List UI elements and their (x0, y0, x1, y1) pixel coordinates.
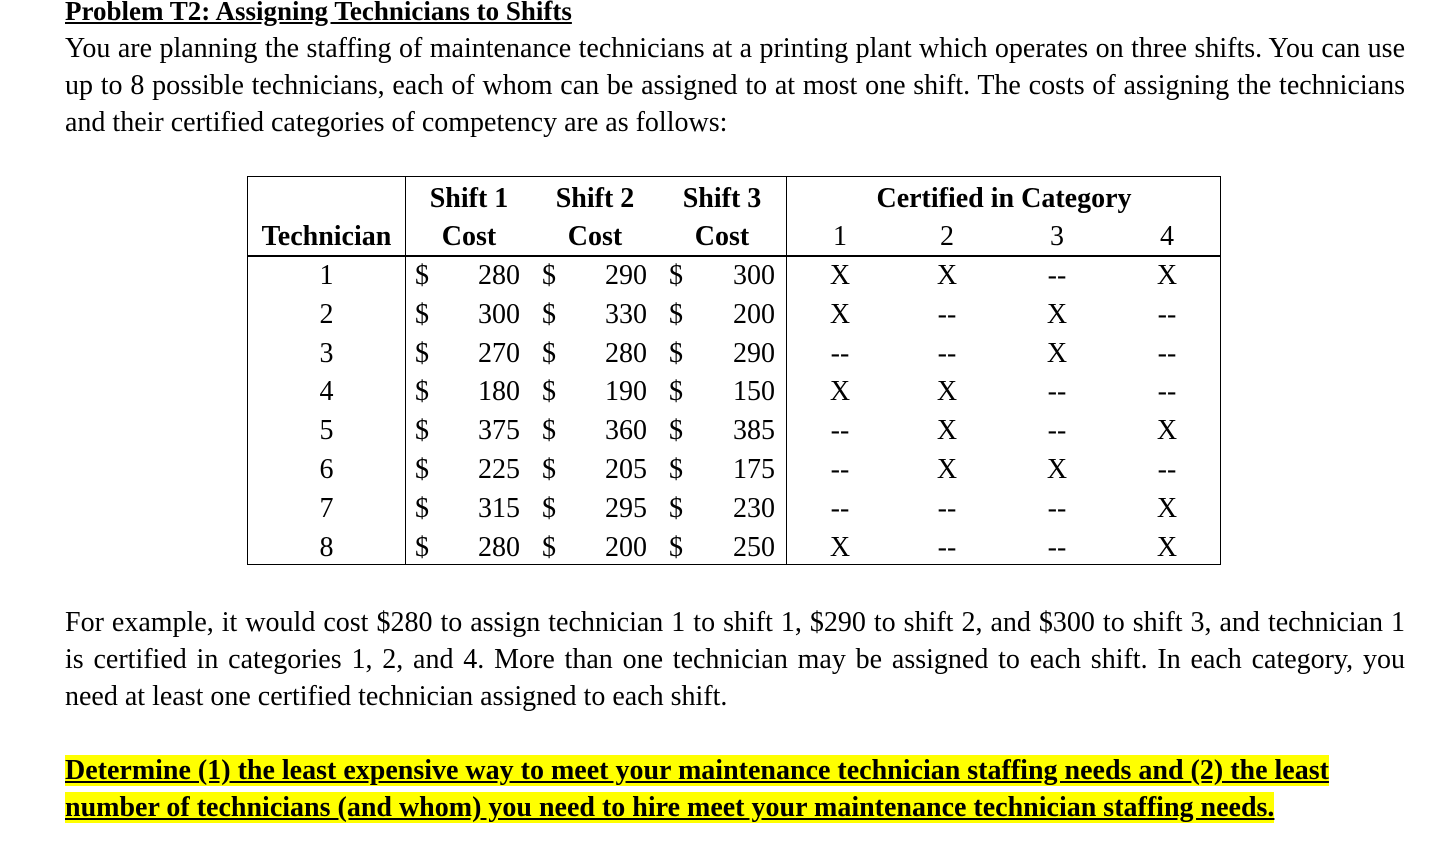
technician-number: 3 (319, 337, 334, 369)
shift3-cost: 150 (733, 376, 775, 408)
technician-cost-table (247, 176, 1221, 565)
category-4-mark: -- (1157, 337, 1177, 369)
dollar-sign: $ (669, 415, 683, 447)
dollar-sign: $ (415, 298, 429, 330)
dollar-sign: $ (415, 376, 429, 408)
shift3-cost: 175 (733, 454, 775, 485)
technician-number: 5 (319, 415, 334, 447)
header-category-1: 1 (833, 221, 847, 252)
category-4-mark: -- (1157, 376, 1177, 408)
category-2-mark: X (936, 260, 958, 291)
category-3-mark: -- (1047, 415, 1067, 447)
shift1-cost: 280 (478, 531, 520, 563)
category-2-mark: -- (937, 492, 957, 524)
shift3-cost: 200 (733, 298, 775, 330)
header-cost-shift2: Cost (567, 221, 623, 252)
example-paragraph: For example, it would cost $280 to assign technician 1 to shift 1, $290 to shift 2, and $300 to shift 3, and technician 1 is certified in categories 1, 2, and 4. More than one technician may be assigned to each shift. In each category, you need at least one certified technician assigned to each shift. (65, 607, 1405, 712)
shift1-cost: 300 (478, 298, 520, 330)
technician-number: 4 (319, 376, 334, 408)
header-cost-shift3: Cost (694, 221, 750, 252)
dollar-sign: $ (542, 337, 556, 369)
dollar-sign: $ (669, 454, 683, 485)
category-4-mark: X (1156, 415, 1178, 447)
technician-number: 2 (319, 298, 334, 330)
shift3-cost: 250 (733, 531, 775, 563)
task-statement (65, 752, 1385, 826)
technician-number: 6 (319, 454, 334, 485)
dollar-sign: $ (669, 376, 683, 408)
dollar-sign: $ (542, 531, 556, 563)
technician-number: 8 (319, 531, 334, 563)
category-3-mark: -- (1047, 531, 1067, 563)
category-1-mark: -- (830, 415, 850, 447)
shift3-cost: 290 (733, 337, 775, 369)
category-4-mark: -- (1157, 298, 1177, 330)
shift1-cost: 225 (478, 454, 520, 485)
category-3-mark: X (1046, 337, 1068, 369)
category-3-mark: -- (1047, 492, 1067, 524)
category-2-mark: -- (937, 531, 957, 563)
technician-number: 7 (319, 492, 334, 524)
category-2-mark: X (936, 454, 958, 485)
header-cost-shift1: Cost (441, 221, 497, 252)
dollar-sign: $ (542, 298, 556, 330)
shift2-cost: 330 (605, 298, 647, 330)
header-category-3: 3 (1050, 221, 1064, 252)
shift3-cost: 385 (733, 415, 775, 447)
dollar-sign: $ (669, 298, 683, 330)
shift2-cost: 360 (605, 415, 647, 447)
shift2-cost: 190 (605, 376, 647, 408)
intro-paragraph: You are planning the staffing of maintenance technicians at a printing plant which operates on three shifts. You can use up to 8 possible technicians, each of whom can be assigned to at most one shift. The costs of assigning the technicians and their certified categories of competency are as follows: (65, 33, 1405, 138)
shift3-cost: 300 (733, 260, 775, 291)
header-category-4: 4 (1160, 221, 1174, 252)
shift1-cost: 315 (478, 492, 520, 524)
shift1-cost: 180 (478, 376, 520, 408)
category-2-mark: X (936, 376, 958, 408)
shift1-cost: 375 (478, 415, 520, 447)
shift2-cost: 200 (605, 531, 647, 563)
dollar-sign: $ (669, 260, 683, 291)
category-1-mark: -- (830, 454, 850, 485)
category-4-mark: X (1156, 531, 1178, 563)
category-2-mark: -- (937, 298, 957, 330)
problem-title: Problem T2: Assigning Technicians to Shifts (65, 0, 572, 26)
category-2-mark: X (936, 415, 958, 447)
dollar-sign: $ (415, 454, 429, 485)
dollar-sign: $ (542, 454, 556, 485)
technician-number: 1 (319, 260, 334, 291)
dollar-sign: $ (669, 492, 683, 524)
header-shift2: Shift 2 (555, 183, 635, 214)
category-1-mark: -- (830, 492, 850, 524)
dollar-sign: $ (669, 531, 683, 563)
shift3-cost: 230 (733, 492, 775, 524)
shift2-cost: 290 (605, 260, 647, 291)
category-1-mark: X (829, 376, 851, 408)
dollar-sign: $ (415, 337, 429, 369)
category-4-mark: X (1156, 260, 1178, 291)
shift2-cost: 295 (605, 492, 647, 524)
category-4-mark: -- (1157, 454, 1177, 485)
category-3-mark: X (1046, 454, 1068, 485)
dollar-sign: $ (415, 260, 429, 291)
shift2-cost: 280 (605, 337, 647, 369)
task-highlight: Determine (1) the least expensive way to meet your maintenance technician staffing needs and (2) the least number of technicians (and whom) you need to hire meet your maintenance technician staffing needs. (65, 755, 1329, 823)
category-1-mark: X (829, 298, 851, 330)
shift1-cost: 270 (478, 337, 520, 369)
dollar-sign: $ (542, 492, 556, 524)
category-1-mark: X (829, 260, 851, 291)
header-category-2: 2 (940, 221, 954, 252)
dollar-sign: $ (415, 531, 429, 563)
header-shift3: Shift 3 (682, 183, 762, 214)
shift2-cost: 205 (605, 454, 647, 485)
dollar-sign: $ (415, 415, 429, 447)
category-1-mark: X (829, 531, 851, 563)
dollar-sign: $ (542, 415, 556, 447)
header-technician: Technician (261, 221, 392, 252)
header-certified: Certified in Category (876, 183, 1132, 214)
category-3-mark: -- (1047, 376, 1067, 408)
header-shift1: Shift 1 (429, 183, 509, 214)
category-4-mark: X (1156, 492, 1178, 524)
category-2-mark: -- (937, 337, 957, 369)
shift1-cost: 280 (478, 260, 520, 291)
dollar-sign: $ (669, 337, 683, 369)
category-3-mark: -- (1047, 260, 1067, 291)
category-1-mark: -- (830, 337, 850, 369)
dollar-sign: $ (542, 260, 556, 291)
dollar-sign: $ (542, 376, 556, 408)
dollar-sign: $ (415, 492, 429, 524)
category-3-mark: X (1046, 298, 1068, 330)
